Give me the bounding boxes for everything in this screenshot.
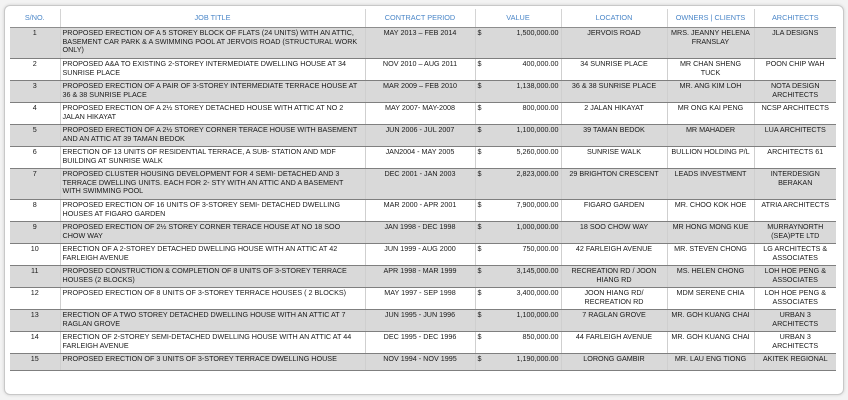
cell-sno: 11 — [10, 266, 60, 288]
cell-value — [475, 354, 561, 371]
cell-contract-period: MAR 2000 - APR 2001 — [365, 200, 475, 222]
cell-sno: 8 — [10, 200, 60, 222]
value-amount: 750,000.00 — [522, 244, 559, 253]
value-amount: 400,000.00 — [522, 59, 559, 68]
cell-sno: 9 — [10, 222, 60, 244]
cell-job-title: PROPOSED ERECTION OF 3 UNITS OF 3-STOREY TERRACE DWELLING HOUSE — [60, 354, 365, 371]
column-header-owners-clients: OWNERS | CLIENTS — [667, 9, 754, 28]
cell-sno: 14 — [10, 332, 60, 354]
cell-sno: 6 — [10, 147, 60, 169]
cell-location: RECREATION RD / JOON HIANG RD — [561, 266, 667, 288]
cell-architect: AKITEK REGIONAL — [754, 354, 836, 371]
cell-value — [475, 332, 561, 354]
cell-architect: LUA ARCHITECTS — [754, 125, 836, 147]
cell-architect: ARCHITECTS 61 — [754, 147, 836, 169]
cell-job-title: PROPOSED ERECTION OF A 2½ STOREY DETACHED HOUSE WITH ATTIC AT NO 2 JALAN HIKAYAT — [60, 103, 365, 125]
cell-owner-client: MR. STEVEN CHONG — [667, 244, 754, 266]
cell-job-title: PROPOSED CLUSTER HOUSING DEVELOPMENT FOR 4 SEMI- DETACHED AND 3 TERRACE DWELLING UNITS. EACH FOR 2- STY WITH AN ATTIC AND A BASEMENT WITH SWIMMING POOL — [60, 169, 365, 200]
value-amount: 3,400,000.00 — [516, 288, 559, 297]
currency-symbol: $ — [477, 81, 482, 90]
cell-architect: LOH HOE PENG & ASSOCIATES — [754, 288, 836, 310]
currency-symbol: $ — [477, 103, 482, 112]
cell-job-title: PROPOSED CONSTRUCTION & COMPLETION OF 8 UNITS OF 3-STOREY TERRACE HOUSES (2 BLOCKS) — [60, 266, 365, 288]
value-amount: 7,900,000.00 — [516, 200, 559, 209]
cell-contract-period: JUN 1995 - JUN 1996 — [365, 310, 475, 332]
cell-owner-client: MR. GOH KUANG CHAI — [667, 332, 754, 354]
cell-contract-period: DEC 2001 - JAN 2003 — [365, 169, 475, 200]
cell-architect: LG ARCHITECTS & ASSOCIATES — [754, 244, 836, 266]
cell-value — [475, 266, 561, 288]
cell-sno: 7 — [10, 169, 60, 200]
cell-architect: POON CHIP WAH — [754, 59, 836, 81]
table-row — [10, 222, 836, 244]
cell-architect: ATRIA ARCHITECTS — [754, 200, 836, 222]
table-row — [10, 244, 836, 266]
table-body — [10, 28, 836, 371]
cell-contract-period: NOV 2010 – AUG 2011 — [365, 59, 475, 81]
column-header-architects: ARCHITECTS — [754, 9, 836, 28]
cell-owner-client: LEADS INVESTMENT — [667, 169, 754, 200]
cell-job-title: ERECTION OF 13 UNITS OF RESIDENTIAL TERRACE, A SUB- STATION AND MDF BUILDING AT SUNRISE WALK — [60, 147, 365, 169]
cell-job-title: ERECTION OF A TWO STOREY DETACHED DWELLING HOUSE WITH AN ATTIC AT 7 RAGLAN GROVE — [60, 310, 365, 332]
cell-location: JOON HIANG RD/ RECREATION RD — [561, 288, 667, 310]
cell-owner-client: MR ONG KAI PENG — [667, 103, 754, 125]
cell-value — [475, 28, 561, 59]
cell-architect: URBAN 3 ARCHITECTS — [754, 310, 836, 332]
cell-sno: 1 — [10, 28, 60, 59]
cell-architect: LOH HOE PENG & ASSOCIATES — [754, 266, 836, 288]
value-amount: 3,145,000.00 — [516, 266, 559, 275]
cell-value — [475, 147, 561, 169]
currency-symbol: $ — [477, 200, 482, 209]
currency-symbol: $ — [477, 244, 482, 253]
cell-value — [475, 103, 561, 125]
currency-symbol: $ — [477, 169, 482, 178]
cell-location: 29 BRIGHTON CRESCENT — [561, 169, 667, 200]
cell-sno: 4 — [10, 103, 60, 125]
cell-sno: 15 — [10, 354, 60, 371]
cell-owner-client: MR. ANG KIM LOH — [667, 81, 754, 103]
value-amount: 1,100,000.00 — [516, 125, 559, 134]
cell-job-title: PROPOSED ERECTION OF A PAIR OF 3-STOREY INTERMEDIATE TERRACE HOUSE AT 36 & 38 SUNRISE PLACE — [60, 81, 365, 103]
cell-architect: NOTA DESIGN ARCHITECTS — [754, 81, 836, 103]
cell-location: SUNRISE WALK — [561, 147, 667, 169]
cell-sno: 13 — [10, 310, 60, 332]
value-amount: 1,500,000.00 — [516, 28, 559, 37]
cell-value — [475, 169, 561, 200]
cell-job-title: PROPOSED ERECTION OF 2½ STOREY CORNER TERACE HOUSE AT NO 18 SOO CHOW WAY — [60, 222, 365, 244]
projects-table — [10, 9, 836, 371]
cell-job-title: PROPOSED ERECTION OF 16 UNITS OF 3-STOREY SEMI- DETACHED DWELLING HOUSES AT FIGARO GARDEN — [60, 200, 365, 222]
value-amount: 800,000.00 — [522, 103, 559, 112]
cell-location: 44 FARLEIGH AVENUE — [561, 332, 667, 354]
cell-owner-client: MR. GOH KUANG CHAI — [667, 310, 754, 332]
cell-contract-period: JAN 1998 - DEC 1998 — [365, 222, 475, 244]
table-row — [10, 266, 836, 288]
cell-sno: 3 — [10, 81, 60, 103]
currency-symbol: $ — [477, 125, 482, 134]
cell-owner-client: MRS. JEANNY HELENA FRANSLAY — [667, 28, 754, 59]
cell-value — [475, 244, 561, 266]
table-row — [10, 310, 836, 332]
table-row — [10, 354, 836, 371]
value-amount: 5,260,000.00 — [516, 147, 559, 156]
cell-location: FIGARO GARDEN — [561, 200, 667, 222]
cell-contract-period: JUN 2006 - JUL 2007 — [365, 125, 475, 147]
value-amount: 1,190,000.00 — [516, 354, 559, 363]
cell-contract-period: NOV 1994 - NOV 1995 — [365, 354, 475, 371]
table-row — [10, 103, 836, 125]
cell-value — [475, 59, 561, 81]
cell-owner-client: BULLION HOLDING P/L — [667, 147, 754, 169]
column-header-contract-period: CONTRACT PERIOD — [365, 9, 475, 28]
cell-architect: MURRAYNORTH (SEA)PTE LTD — [754, 222, 836, 244]
cell-sno: 10 — [10, 244, 60, 266]
cell-job-title: ERECTION OF A 2-STOREY DETACHED DWELLING HOUSE WITH AN ATTIC AT 42 FARLEIGH AVENUE — [60, 244, 365, 266]
cell-sno: 2 — [10, 59, 60, 81]
currency-symbol: $ — [477, 332, 482, 341]
column-header-location: LOCATION — [561, 9, 667, 28]
cell-sno: 5 — [10, 125, 60, 147]
cell-contract-period: MAY 2013 – FEB 2014 — [365, 28, 475, 59]
column-header-value: VALUE — [475, 9, 561, 28]
value-amount: 1,100,000.00 — [516, 310, 559, 319]
table-row — [10, 125, 836, 147]
cell-owner-client: MR HONG MONG KUE — [667, 222, 754, 244]
cell-location: LORONG GAMBIR — [561, 354, 667, 371]
currency-symbol: $ — [477, 222, 482, 231]
cell-value — [475, 125, 561, 147]
cell-value — [475, 200, 561, 222]
value-amount: 1,000,000.00 — [516, 222, 559, 231]
cell-value — [475, 310, 561, 332]
value-amount: 850,000.00 — [522, 332, 559, 341]
cell-job-title: PROPOSED A&A TO EXISTING 2-STOREY INTERMEDIATE DWELLING HOUSE AT 34 SUNRISE PLACE — [60, 59, 365, 81]
currency-symbol: $ — [477, 147, 482, 156]
currency-symbol: $ — [477, 310, 482, 319]
table-header-row — [10, 9, 836, 28]
currency-symbol: $ — [477, 28, 482, 37]
table-row — [10, 332, 836, 354]
cell-job-title: PROPOSED ERECTION OF A 5 STOREY BLOCK OF FLATS (24 UNITS) WITH AN ATTIC, BASEMENT CAR PARK & A SWIMMING POOL AT JERVOIS ROAD (STRUCTURAL WORK ONLY) — [60, 28, 365, 59]
cell-owner-client: MS. HELEN CHONG — [667, 266, 754, 288]
cell-value — [475, 81, 561, 103]
document-frame — [4, 5, 844, 395]
cell-location: 7 RAGLAN GROVE — [561, 310, 667, 332]
cell-location: JERVOIS ROAD — [561, 28, 667, 59]
cell-contract-period: JUN 1999 - AUG 2000 — [365, 244, 475, 266]
cell-value — [475, 222, 561, 244]
cell-location: 34 SUNRISE PLACE — [561, 59, 667, 81]
cell-contract-period: DEC 1995 - DEC 1996 — [365, 332, 475, 354]
value-amount: 2,823,000.00 — [516, 169, 559, 178]
cell-architect: URBAN 3 ARCHITECTS — [754, 332, 836, 354]
table-row — [10, 169, 836, 200]
currency-symbol: $ — [477, 288, 482, 297]
cell-sno: 12 — [10, 288, 60, 310]
currency-symbol: $ — [477, 59, 482, 68]
cell-contract-period: APR 1998 - MAR 1999 — [365, 266, 475, 288]
cell-architect: JLA DESIGNS — [754, 28, 836, 59]
cell-architect: NCSP ARCHITECTS — [754, 103, 836, 125]
table-row — [10, 28, 836, 59]
cell-owner-client: MR CHAN SHENG TUCK — [667, 59, 754, 81]
column-header-job-title: JOB TITLE — [60, 9, 365, 28]
cell-job-title: ERECTION OF 2-STOREY SEMI-DETACHED DWELLING HOUSE WITH AN ATTIC AT 44 FARLEIGH AVENUE — [60, 332, 365, 354]
cell-contract-period: MAR 2009 – FEB 2010 — [365, 81, 475, 103]
cell-owner-client: MR. LAU ENG TIONG — [667, 354, 754, 371]
table-row — [10, 147, 836, 169]
cell-location: 36 & 38 SUNRISE PLACE — [561, 81, 667, 103]
cell-owner-client: MR. CHOO KOK HOE — [667, 200, 754, 222]
cell-location: 2 JALAN HIKAYAT — [561, 103, 667, 125]
cell-job-title: PROPOSED ERECTION OF A 2½ STOREY CORNER TERACE HOUSE WITH BASEMENT AND AN ATTIC AT 39 TAMAN BEDOK — [60, 125, 365, 147]
currency-symbol: $ — [477, 354, 482, 363]
table-row — [10, 200, 836, 222]
value-amount: 1,138,000.00 — [516, 81, 559, 90]
cell-location: 42 FARLEIGH AVENUE — [561, 244, 667, 266]
table-row — [10, 59, 836, 81]
table-row — [10, 81, 836, 103]
cell-job-title: PROPOSED ERECTION OF 8 UNITS OF 3-STOREY TERRACE HOUSES ( 2 BLOCKS) — [60, 288, 365, 310]
cell-location: 18 SOO CHOW WAY — [561, 222, 667, 244]
cell-contract-period: JAN2004 - MAY 2005 — [365, 147, 475, 169]
table-row — [10, 288, 836, 310]
cell-owner-client: MR MAHADER — [667, 125, 754, 147]
cell-contract-period: MAY 2007- MAY-2008 — [365, 103, 475, 125]
cell-architect: INTERDESIGN BERAKAN — [754, 169, 836, 200]
cell-value — [475, 288, 561, 310]
cell-location: 39 TAMAN BEDOK — [561, 125, 667, 147]
cell-owner-client: MDM SERENE CHIA — [667, 288, 754, 310]
cell-contract-period: MAY 1997 - SEP 1998 — [365, 288, 475, 310]
currency-symbol: $ — [477, 266, 482, 275]
column-header-sno: S/NO. — [10, 9, 60, 28]
